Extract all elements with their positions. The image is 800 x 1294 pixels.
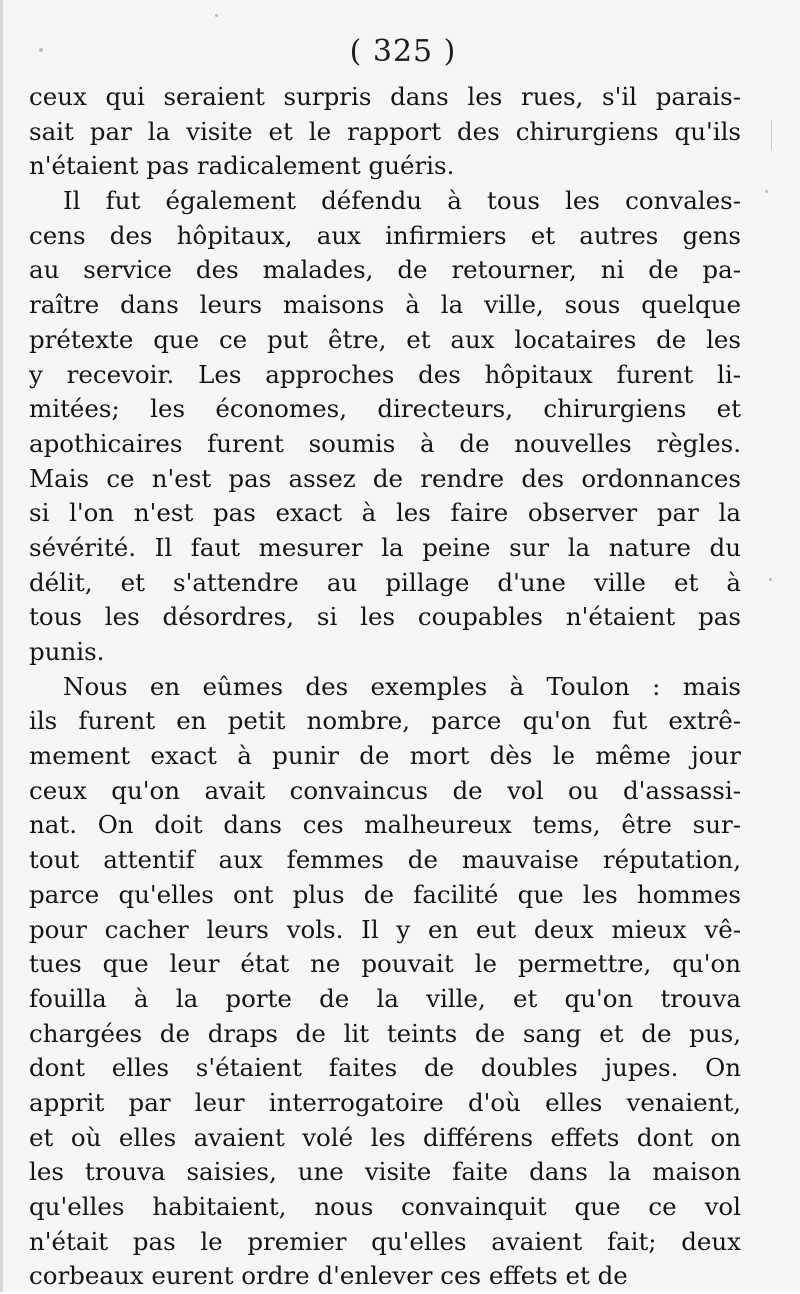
text-line: parce qu'elles ont plus de facilité que les hommes [29, 879, 741, 909]
text-line: délit, et s'attendre au pillage d'une ville et à [29, 567, 741, 597]
text-line: tous les désordres, si les coupables n'étaient pas [29, 602, 741, 632]
print-speck [769, 578, 772, 581]
text-line: apothicaires furent soumis à de nouvelles règles. [29, 428, 741, 458]
text-line: corbeaux eurent ordre d'enlever ces effets et de [29, 1261, 628, 1291]
text-line: nat. On doit dans ces malheureux tems, être sur- [29, 810, 741, 840]
text-line: ceux qui seraient surpris dans les rues, s'il parais- [29, 82, 741, 111]
text-line: si l'on n'est pas exact à les faire observer par la [29, 498, 741, 528]
text-line: les trouva saisies, une visite faite dans la maison [29, 1157, 741, 1187]
text-line: punis. [29, 637, 105, 666]
text-line: raître dans leurs maisons à la ville, sous quelque [29, 290, 741, 320]
text-line: Mais ce n'est pas assez de rendre des ordonnances [29, 463, 741, 493]
print-speck [215, 14, 218, 17]
print-speck [765, 190, 768, 193]
text-line: n'étaient pas radicalement guéris. [29, 151, 455, 181]
text-line: pour cacher leurs vols. Il y en eut deux mieux vê- [29, 914, 741, 944]
text-line: apprit par leur interrogatoire d'où elles venaient, [29, 1087, 741, 1117]
text-line: dont elles s'étaient faites de doubles jupes. On [29, 1053, 741, 1083]
text-line: prétexte que ce put être, et aux locataires de les [29, 324, 741, 354]
text-line: ceux qu'on avait convaincus de vol ou d'assassi- [29, 775, 741, 805]
text-line: fouilla à la porte de la ville, et qu'on trouva [29, 983, 741, 1013]
text-line: chargées de draps de lit teints de sang et de pus, [29, 1018, 741, 1048]
text-line: et où elles avaient volé les différens effets dont on [29, 1122, 741, 1152]
text-line: mitées; les économes, directeurs, chirurgiens et [29, 394, 741, 424]
text-line: Nous en eûmes des exemples à Toulon : mais [63, 671, 741, 701]
text-line: cens des hôpitaux, aux infirmiers et autres gens [29, 220, 741, 250]
text-line: tues que leur état ne pouvait le permettre, qu'on [29, 949, 741, 979]
margin-mark [771, 120, 772, 150]
text-line: au service des malades, de retourner, ni de pa- [29, 255, 741, 285]
text-line: Il fut également défendu à tous les convales- [63, 186, 741, 216]
text-line: ils furent en petit nombre, parce qu'on fut extrê- [29, 706, 741, 736]
text-line: n'était pas le premier qu'elles avaient fait; deux [29, 1226, 741, 1256]
print-speck [39, 48, 43, 52]
text-line: qu'elles habitaient, nous convainquit que ce vol [29, 1192, 741, 1221]
text-line: tout attentif aux femmes de mauvaise réputation, [29, 845, 741, 875]
text-line: sévérité. Il faut mesurer la peine sur la nature du [29, 532, 741, 562]
page-number: ( 325 ) [349, 34, 457, 69]
text-line: mement exact à punir de mort dès le même jour [29, 741, 741, 771]
text-line: sait par la visite et le rapport des chirurgiens qu'ils [29, 116, 741, 146]
body-text [29, 80, 741, 1294]
text-line: y recevoir. Les approches des hôpitaux furent li- [29, 359, 741, 389]
